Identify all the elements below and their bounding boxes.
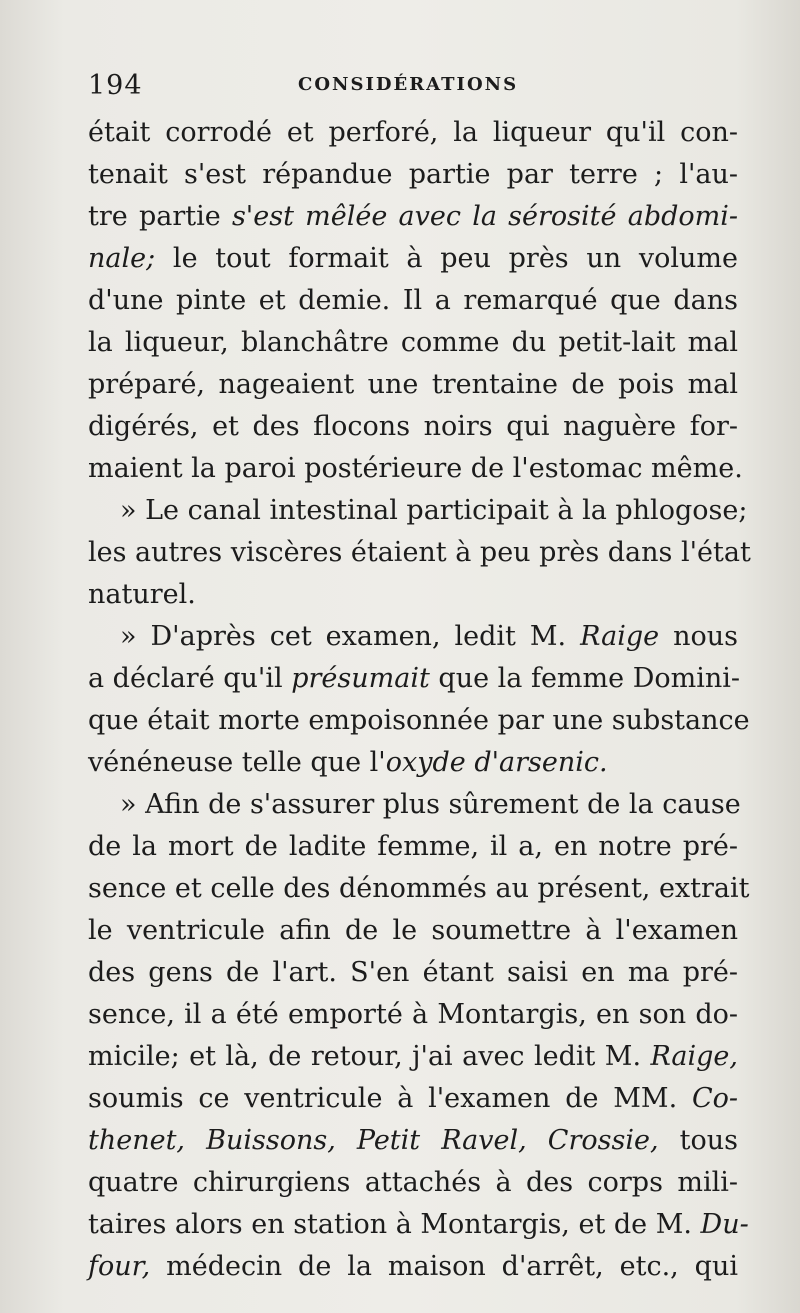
text-line <box>88 406 738 448</box>
text-segment: tous <box>658 1125 738 1156</box>
text-line <box>88 196 738 238</box>
italic-text: Co- <box>691 1083 738 1114</box>
text-segment: tre partie <box>88 201 232 232</box>
text-line <box>88 112 738 154</box>
text-line <box>88 532 751 574</box>
text-line <box>88 826 738 868</box>
text-line <box>88 1246 738 1288</box>
text-line <box>88 448 743 490</box>
text-segment: » D'après cet examen, ledit M. <box>120 621 581 652</box>
text-line <box>88 1120 738 1162</box>
text-segment: que était morte empoisonnée par une substance <box>88 705 750 736</box>
text-segment: quatre chirurgiens attachés à des corps mili- <box>88 1167 738 1198</box>
italic-text: présumait <box>291 663 430 694</box>
text-line <box>88 322 738 364</box>
text-segment: naturel. <box>88 579 196 610</box>
text-line <box>88 784 741 826</box>
text-line <box>88 364 738 406</box>
text-line <box>88 490 748 532</box>
text-line <box>88 1204 749 1246</box>
text-line <box>88 1036 738 1078</box>
text-line <box>88 238 738 280</box>
text-line <box>88 280 738 322</box>
text-segment: de la mort de ladite femme, il a, en notre pré- <box>88 831 738 862</box>
text-segment: des gens de l'art. S'en étant saisi en ma pré- <box>88 957 738 988</box>
text-segment: a déclaré qu'il <box>88 663 292 694</box>
text-segment: sence et celle des dénommés au présent, extrait <box>88 873 750 904</box>
text-segment: vénéneuse telle que l' <box>88 747 386 778</box>
italic-text: Du- <box>700 1209 749 1240</box>
italic-text: four, <box>88 1251 151 1282</box>
running-title: CONSIDÉRATIONS <box>298 74 519 95</box>
italic-text: Raige <box>580 621 660 652</box>
page-number: 194 <box>88 70 143 101</box>
page-header <box>88 70 738 110</box>
text-segment: soumis ce ventricule à l'examen de MM. <box>88 1083 692 1114</box>
text-segment: que la femme Domini- <box>429 663 740 694</box>
text-line <box>88 742 738 784</box>
italic-text: oxyde d'arsenic. <box>385 747 608 778</box>
text-segment: taires alors en station à Montargis, et de M. <box>88 1209 701 1240</box>
text-line <box>88 868 750 910</box>
italic-text: s'est mêlée avec la sérosité abdomi- <box>231 201 738 232</box>
text-line <box>88 700 750 742</box>
text-segment: » Afin de s'assurer plus sûrement de la cause <box>120 789 741 820</box>
text-segment: maient la paroi postérieure de l'estomac même. <box>88 453 743 484</box>
italic-text: nale; <box>88 243 156 274</box>
text-segment: sence, il a été emporté à Montargis, en son do- <box>88 999 738 1030</box>
text-segment: la liqueur, blanchâtre comme du petit-lait mal <box>88 327 738 358</box>
text-segment: était corrodé et perforé, la liqueur qu'il con- <box>88 117 738 148</box>
italic-text: thenet, Buissons, Petit Ravel, Crossie, <box>88 1125 659 1156</box>
text-line <box>88 658 738 700</box>
text-line <box>88 1162 738 1204</box>
text-segment: préparé, nageaient une trentaine de pois mal <box>88 369 738 400</box>
text-segment: d'une pinte et demie. Il a remarqué que dans <box>88 285 738 316</box>
text-segment: digérés, et des flocons noirs qui naguère for- <box>88 411 738 442</box>
text-line <box>88 1078 738 1120</box>
text-line <box>88 616 738 658</box>
text-segment: les autres viscères étaient à peu près dans l'état <box>88 537 751 568</box>
text-segment: le tout formait à peu près un volume <box>155 243 738 274</box>
text-line <box>88 910 738 952</box>
text-line <box>88 154 738 196</box>
text-segment: le ventricule afin de le soumettre à l'examen <box>88 915 738 946</box>
text-segment: médecin de la maison d'arrêt, etc., qui <box>150 1251 738 1282</box>
text-segment: micile; et là, de retour, j'ai avec ledit M. <box>88 1041 651 1072</box>
text-line <box>88 574 738 616</box>
text-segment: tenait s'est répandue partie par terre ; l'au- <box>88 159 738 190</box>
body-text <box>88 112 751 1288</box>
text-line <box>88 952 738 994</box>
italic-text: Raige, <box>650 1041 738 1072</box>
text-line <box>88 994 738 1036</box>
text-segment: nous <box>659 621 739 652</box>
text-segment: » Le canal intestinal participait à la phlogose; <box>120 495 748 526</box>
